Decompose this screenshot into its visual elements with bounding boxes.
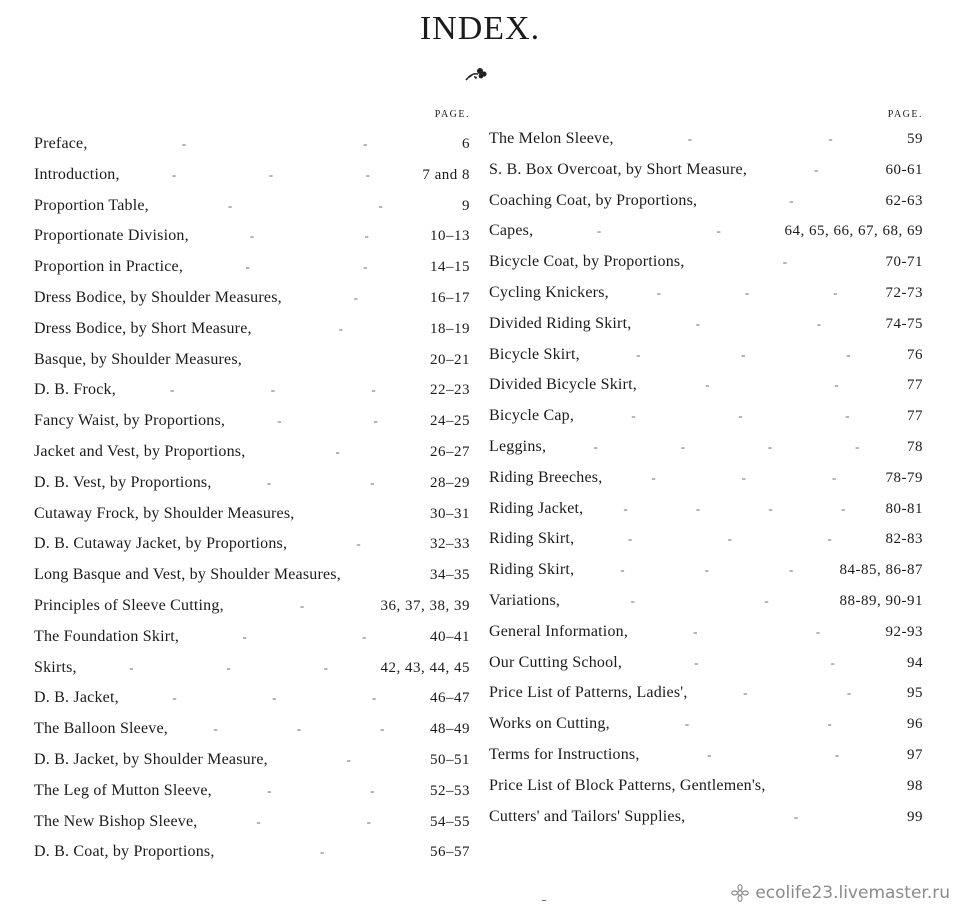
entry-page-number: 77 [907,408,923,425]
index-entry [34,258,470,289]
dash-leader: - - - - [593,438,860,454]
dash-leader: - - - [651,469,837,485]
entry-page-number: 20–21 [430,351,470,368]
index-entry [34,381,470,412]
index-entry [34,474,470,505]
index-entry [34,597,470,628]
index-entry [489,469,923,500]
dash-leader: - - [684,716,832,732]
entry-title: Dress Bodice, by Short Measure, [34,319,252,337]
dash-leader: - - [242,628,367,644]
entry-page-number: 24–25 [430,413,470,430]
entry-title: The Leg of Mutton Sleeve, [34,781,212,799]
index-entry [489,623,923,654]
entry-page-number: 72-73 [885,284,923,301]
dash-leader: - - [277,413,379,429]
entry-title: Riding Jacket, [489,499,584,517]
entry-page-number: 98 [907,777,923,794]
dash-leader: - - [693,623,821,639]
entry-page-number: 64, 65, 66, 67, 68, 69 [784,223,923,240]
index-entry [34,443,470,474]
entry-page-number: 62-63 [885,192,923,209]
left-entry-list [34,135,470,874]
index-entry [489,407,923,438]
index-entry [489,161,923,192]
index-entry [34,289,470,320]
index-entry [489,654,923,685]
index-entry [489,192,923,223]
entry-page-number: 32–33 [430,536,470,553]
entry-page-number: 97 [907,746,923,763]
index-entry [489,561,923,592]
index-entry [489,346,923,377]
entry-page-number: 34–35 [430,567,470,584]
watermark-text: ecolife23.livemaster.ru [755,883,950,903]
entry-page-number: 9 [462,197,470,214]
entry-page-number: 78-79 [885,469,923,486]
index-entry [34,227,470,258]
entry-title: D. B. Coat, by Proportions, [34,843,215,861]
dash-leader: - [793,808,799,824]
entry-title: Divided Bicycle Skirt, [489,376,637,394]
index-entry [489,684,923,715]
entry-page-number: 94 [907,654,923,671]
entry-page-number: 50–51 [430,751,470,768]
entry-title: Long Basque and Vest, by Shoulder Measures, [34,566,341,584]
entry-title: Cycling Knickers, [489,283,609,301]
entry-page-number: 74-75 [885,315,923,332]
entry-title: General Information, [489,622,629,640]
dash-leader: - [353,289,359,305]
entry-title: Our Cutting School, [489,653,623,671]
entry-title: D. B. Frock, [34,381,116,399]
dash-leader: - - [256,813,372,829]
entry-page-number: 48–49 [430,721,470,738]
entry-page-number: 30–31 [430,505,470,522]
divider [542,900,546,901]
entry-title: S. B. Box Overcoat, by Short Measure, [489,160,748,178]
entry-page-number: 84-85, 86-87 [839,562,923,579]
index-entry [489,746,923,777]
entry-title: Proportion Table, [34,196,149,214]
index-entry [489,500,923,531]
entry-title: Riding Skirt, [489,561,575,579]
entry-title: Terms for Instructions, [489,745,640,763]
index-entry [34,320,470,351]
entry-page-number: 59 [907,131,923,147]
index-entry [34,843,470,874]
index-entry [34,782,470,813]
index-entry [34,566,470,597]
entry-page-number: 18–19 [430,320,470,337]
index-entry [34,720,470,751]
entry-title: Capes, [489,222,534,240]
index-entry [34,135,470,166]
entry-title: Price List of Block Patterns, Gentlemen's, [489,776,766,794]
entry-title: D. B. Cutaway Jacket, by Proportions, [34,535,288,553]
entry-page-number: 6 [462,136,470,152]
entry-page-number: 42, 43, 44, 45 [380,659,470,676]
dash-leader: - [782,254,788,270]
entry-title: The Balloon Sleeve, [34,720,168,738]
dash-leader: - - [227,197,383,213]
dash-leader: - - [707,746,840,762]
entry-title: Works on Cutting, [489,715,610,733]
entry-title: Principles of Sleeve Cutting, [34,596,224,614]
entry-page-number: 7 and 8 [422,166,470,183]
entry-title: Skirts, [34,658,77,676]
page-column-heading: PAGE. [434,109,470,120]
floral-ornament-icon [462,63,490,85]
index-entry [34,813,470,844]
dash-leader: - [320,844,325,860]
entry-title: Variations, [489,591,561,609]
entry-page-number: 40–41 [430,628,470,645]
index-entry [489,222,923,253]
entry-page-number: 82-83 [885,531,923,548]
dash-leader: - - [687,131,833,146]
entry-title: Proportion in Practice, [34,258,184,276]
dash-leader: - - - [631,408,850,424]
entry-page-number: 46–47 [430,690,470,707]
entry-page-number: 52–53 [430,782,470,799]
entry-title: Proportionate Division, [34,227,189,245]
watermark [731,883,950,903]
index-entry [489,438,923,469]
entry-title: The Foundation Skirt, [34,627,180,645]
entry-title: Dress Bodice, by Shoulder Measures, [34,288,282,306]
entry-title: The Melon Sleeve, [489,130,614,147]
entry-page-number: 56–57 [430,844,470,861]
dash-leader: - - - [129,659,329,675]
index-entry [34,689,470,720]
entry-title: D. B. Vest, by Proportions, [34,473,212,491]
dash-leader: - - [267,782,375,798]
dash-leader: - - [743,685,852,701]
index-entry [489,592,923,623]
entry-title: Basque, by Shoulder Measures, [34,350,242,368]
dash-leader: - - - [170,382,376,398]
dash-leader: - - - [627,531,832,547]
index-entry [489,284,923,315]
index-entry [489,315,923,346]
entry-page-number: 70-71 [885,254,923,271]
dash-leader: - - [596,223,721,239]
dash-leader: - - - - [623,500,846,516]
entry-page-number: 80-81 [885,500,923,517]
entry-title: Riding Breeches, [489,468,603,486]
index-entry [34,197,470,228]
page-column-heading: PAGE. [887,109,923,120]
index-entry [34,535,470,566]
dash-leader: - - - [172,690,377,706]
entry-page-number: 60-61 [885,161,923,178]
index-entry [34,505,470,536]
entry-page-number: 96 [907,716,923,733]
entry-title: Introduction, [34,165,120,183]
dash-leader: - [338,320,344,336]
index-entry [34,351,470,382]
dash-leader: - - [705,377,839,393]
dash-leader: - - [695,315,822,331]
index-entry [489,715,923,746]
entry-page-number: 88-89, 90-91 [839,592,923,609]
index-entry [34,751,470,782]
entry-page-number: 10–13 [430,228,470,245]
index-left-column [34,105,470,874]
dash-leader: - - - [213,721,385,737]
entry-page-number: 14–15 [430,259,470,276]
dash-leader: - [789,192,794,208]
dash-leader: - - [181,136,368,151]
index-entry [489,777,923,808]
entry-title: Cutters' and Tailors' Supplies, [489,807,686,825]
entry-title: D. B. Jacket, by Shoulder Measure, [34,750,268,768]
index-entry [489,530,923,561]
entry-title: D. B. Jacket, [34,689,119,707]
entry-page-number: 99 [907,808,923,825]
entry-title: Riding Skirt, [489,530,575,548]
right-entry-list [489,130,923,838]
entry-page-number: 16–17 [430,289,470,306]
dash-leader: - [346,751,352,767]
entry-page-number: 92-93 [885,623,923,640]
entry-title: Divided Riding Skirt, [489,314,632,332]
dash-leader: - [335,443,340,459]
index-entry [34,659,470,690]
entry-title: Fancy Waist, by Proportions, [34,412,226,430]
index-right-column [489,105,923,838]
entry-page-number: 54–55 [430,813,470,830]
entry-title: Coaching Coat, by Proportions, [489,191,698,209]
dash-leader: - - [245,259,368,275]
index-entry [489,130,923,161]
entry-title: Price List of Patterns, Ladies', [489,684,688,702]
entry-page-number: 26–27 [430,443,470,460]
index-entry [34,166,470,197]
entry-page-number: 95 [907,685,923,702]
dash-leader: - - - [620,562,794,578]
index-entry [34,412,470,443]
dash-leader: - - [266,474,375,490]
entry-title: Bicycle Coat, by Proportions, [489,253,685,271]
entry-title: Cutaway Frock, by Shoulder Measures, [34,504,295,522]
dash-leader: - - [249,228,369,244]
entry-page-number: 77 [907,377,923,394]
dash-leader: - - [630,592,769,608]
entry-title: Jacket and Vest, by Proportions, [34,442,246,460]
index-entry [34,628,470,659]
index-entry [489,253,923,284]
index-title: INDEX. [419,10,541,47]
dash-leader: - - - [636,346,851,362]
dash-leader: - [356,536,361,552]
index-entry [489,808,923,839]
entry-title: The New Bishop Sleeve, [34,812,198,830]
entry-page-number: 28–29 [430,474,470,491]
dash-leader: - - - [656,284,838,300]
dash-leader: - [299,597,305,613]
entry-title: Leggins, [489,437,547,455]
entry-title: Bicycle Cap, [489,407,575,425]
index-entry [489,376,923,407]
dash-leader: - - - [171,166,371,182]
entry-page-number: 22–23 [430,382,470,399]
entry-page-number: 76 [907,346,923,363]
entry-title: Preface, [34,135,88,152]
dash-leader: - - [694,654,836,670]
flower-icon [731,884,749,902]
dash-leader: - [814,161,819,177]
entry-page-number: 36, 37, 38, 39 [380,597,470,614]
entry-page-number: 78 [907,438,923,455]
entry-title: Bicycle Skirt, [489,345,580,363]
